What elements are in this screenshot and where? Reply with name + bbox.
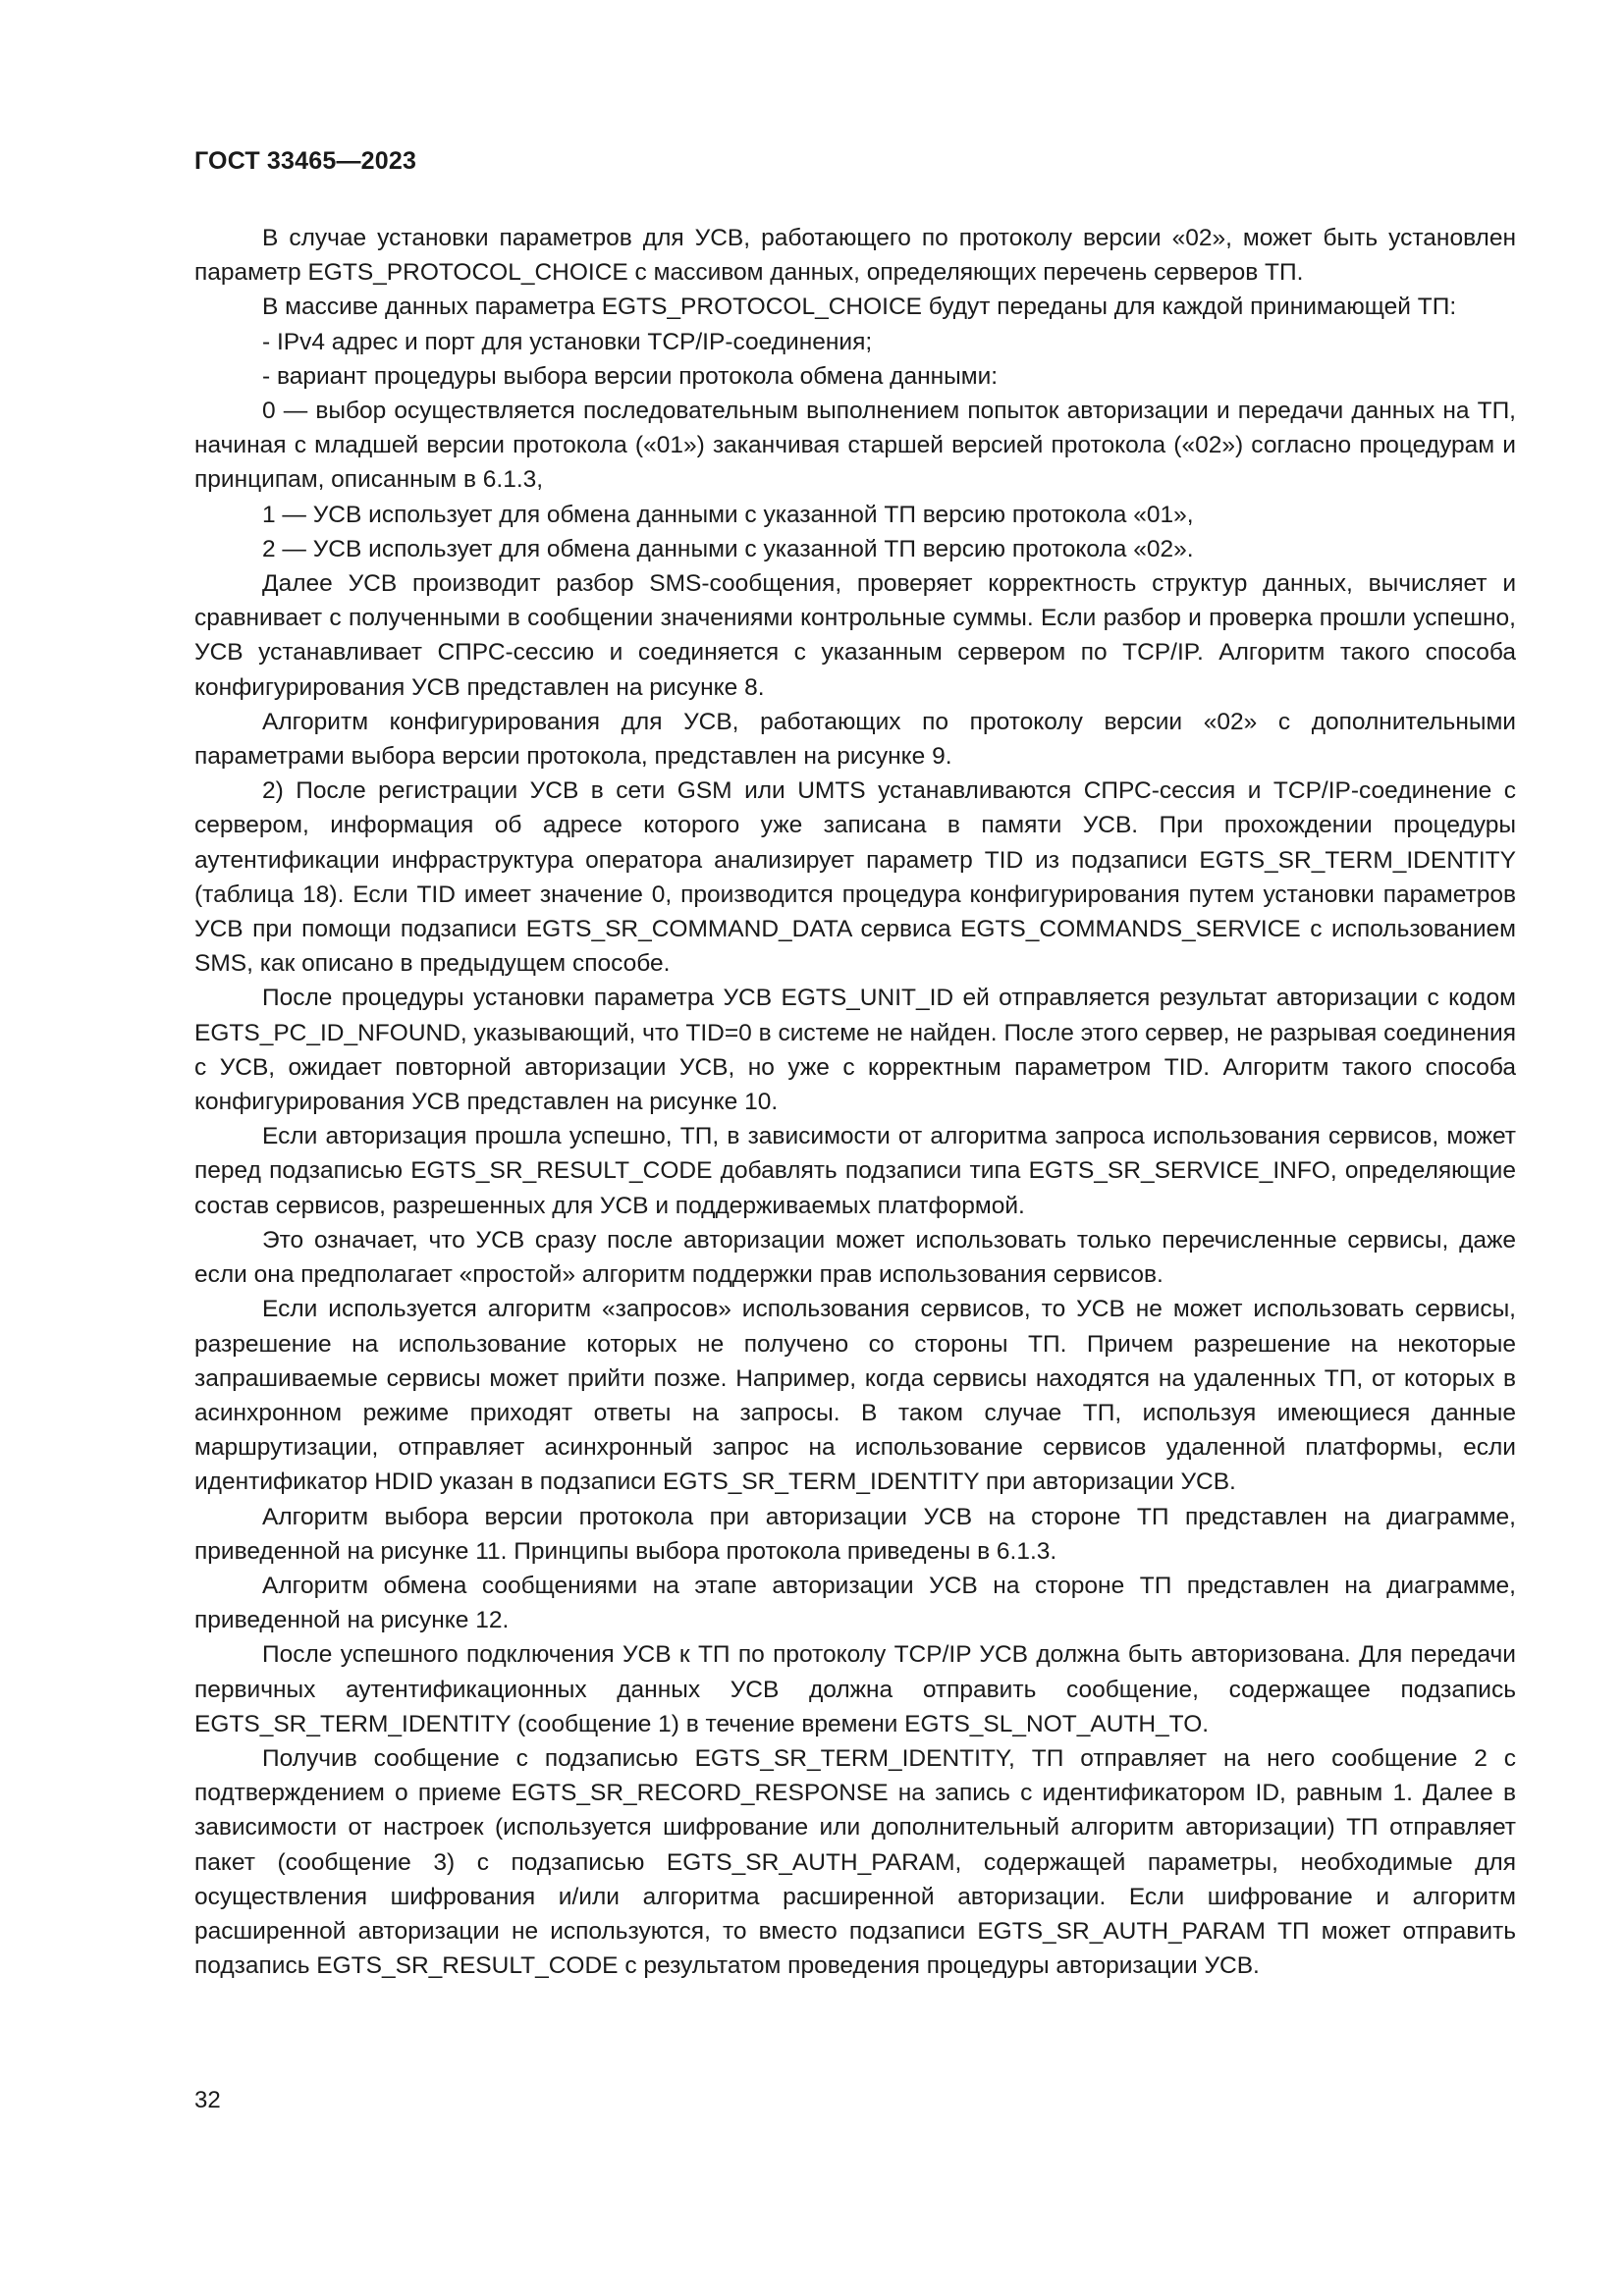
paragraph: Если авторизация прошла успешно, ТП, в зависимости от алгоритма запроса использования сервисов, может перед подзаписью EGTS_SR_RESULT_CODE добавлять подзаписи типа EGTS_SR_SERVICE_INFO, определяющие состав сервисов, разрешенных для УСВ и поддерживаемых платформой. (194, 1123, 1516, 1219)
option-item: 2 — УСВ использует для обмена данными с указанной ТП версию протокола «02». (262, 535, 1194, 562)
paragraph: 2) После регистрации УСВ в сети GSM или UMTS устанавливаются СПРС-сессия и TCP/IP-соединение с сервером, информация об адресе которого уже записана в памяти УСВ. При прохождении процедуры аутентификации инфраструктура оператора анализирует параметр TID из подзаписи EGTS_SR_TERM_IDENTITY (таблица 18). Если TID имеет значение 0, производится процедура конфигурирования путем установки параметров УСВ при помощи подзаписи EGTS_SR_COMMAND_DATA сервиса EGTS_COMMANDS_SERVICE с использованием SMS, как описано в предыдущем способе. (194, 777, 1516, 978)
paragraph: В массиве данных параметра EGTS_PROTOCOL_CHOICE будут переданы для каждой принимающей ТП: (262, 294, 1457, 321)
paragraph: Это означает, что УСВ сразу после авторизации может использовать только перечисленные сервисы, даже если она предполагает «простой» алгоритм поддержки прав использования сервисов. (194, 1226, 1516, 1289)
list-item: - вариант процедуры выбора версии протокола обмена данными: (262, 362, 999, 390)
paragraph: Если используется алгоритм «запросов» использования сервисов, то УСВ не может использовать сервисы, разрешение на использование которых не получено со стороны ТП. Причем разрешение на некоторые запрашиваемые сервисы может прийти позже. Например, когда сервисы находятся на удаленных ТП, от которых в асинхронном режиме приходят ответы на запросы. В таком случае ТП, используя имеющиеся данные маршрутизации, отправляет асинхронный запрос на использование сервисов удаленной платформы, если идентификатор HDID указан в подзаписи EGTS_SR_TERM_IDENTITY при авторизации УСВ. (194, 1296, 1516, 1496)
paragraph: В случае установки параметров для УСВ, работающего по протоколу версии «02», может быть установлен параметр EGTS_PROTOCOL_CHOICE с массивом данных, определяющих перечень серверов ТП. (194, 225, 1516, 287)
paragraph: После успешного подключения УСВ к ТП по протоколу TCP/IP УСВ должна быть авторизована. Для передачи первичных аутентификационных данных УСВ должна отправить сообщение, содержащее подзапись EGTS_SR_TERM_IDENTITY (сообщение 1) в течение времени EGTS_SL_NOT_AUTH_TO. (194, 1641, 1516, 1737)
option-item: 0 — выбор осуществляется последовательным выполнением попыток авторизации и передачи данных на ТП, начиная с младшей версии протокола («01») заканчивая старшей версией протокола («02») согласно процедурам и принципам, описанным в 6.1.3, (194, 398, 1516, 494)
paragraph: Алгоритм конфигурирования для УСВ, работающих по протоколу версии «02» с дополнительными параметрами выбора версии протокола, представлен на рисунке 9. (194, 708, 1516, 771)
paragraph: Далее УСВ производит разбор SMS-сообщения, проверяет корректность структур данных, вычисляет и сравнивает с полученными в сообщении значениями контрольные суммы. Если разбор и проверка прошли успешно, УСВ устанавливает СПРС-сессию и соединяется с указанным сервером по TCP/IP. Алгоритм такого способа конфигурирования УСВ представлен на рисунке 8. (194, 570, 1516, 701)
paragraph: Получив сообщение с подзаписью EGTS_SR_TERM_IDENTITY, ТП отправляет на него сообщение 2 с подтверждением о приеме EGTS_SR_RECORD_RESPONSE на запись с идентификатором ID, равным 1. Далее в зависимости от настроек (используется шифрование или дополнительный алгоритм авторизации) ТП отправляет пакет (сообщение 3) с подзаписью EGTS_SR_AUTH_PARAM, содержащей параметры, необходимые для осуществления шифрования и/или алгоритма расширенной авторизации. Если шифрование и алгоритм расширенной авторизации не используются, то вместо подзаписи EGTS_SR_AUTH_PARAM ТП может отправить подзапись EGTS_SR_RESULT_CODE с результатом проведения процедуры авторизации УСВ. (194, 1744, 1516, 1980)
paragraph: Алгоритм обмена сообщениями на этапе авторизации УСВ на стороне ТП представлен на диаграмме, приведенной на рисунке 12. (194, 1572, 1516, 1634)
page-number: 32 (194, 2087, 221, 2113)
paragraph: После процедуры установки параметра УСВ EGTS_UNIT_ID ей отправляется результат авторизации с кодом EGTS_PC_ID_NFOUND, указывающий, что TID=0 в системе не найден. После этого сервер, не разрывая соединения с УСВ, ожидает повторной авторизации УСВ, но уже с корректным параметром TID. Алгоритм такого способа конфигурирования УСВ представлен на рисунке 10. (194, 985, 1516, 1116)
document-header-title: ГОСТ 33465—2023 (194, 147, 417, 175)
document-body (194, 221, 1516, 1983)
paragraph: Алгоритм выбора версии протокола при авторизации УСВ на стороне ТП представлен на диаграмме, приведенной на рисунке 11. Принципы выбора протокола приведены в 6.1.3. (194, 1503, 1516, 1565)
list-item: - IPv4 адрес и порт для установки TCP/IP-соединения; (262, 328, 873, 355)
option-item: 1 — УСВ использует для обмена данными с указанной ТП версию протокола «01», (262, 501, 1194, 528)
